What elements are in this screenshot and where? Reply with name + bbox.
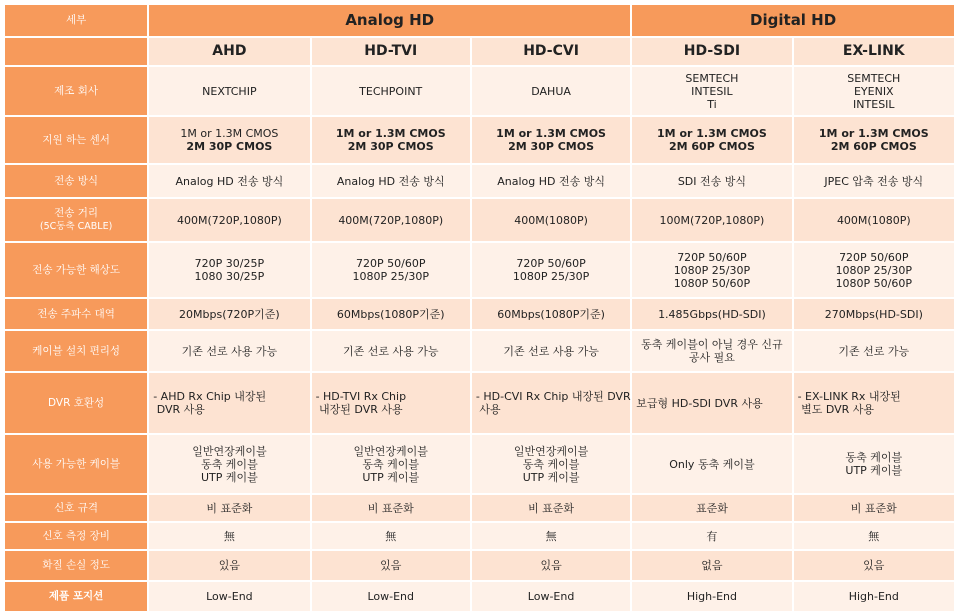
cell-text: 100M(720P,1080P) [659,213,765,227]
cell-text: Analog HD 전송 방식 [175,174,284,188]
cell-ex-link [794,435,954,493]
cell-hd-tvi [312,331,470,371]
group-analog-hd: Analog HD [149,5,630,36]
cell-text: 있음 [540,559,562,572]
comparison-table [3,3,956,613]
cell-text: INTESIL [691,84,733,98]
table-row [5,117,954,163]
cell-hd-cvi [472,331,630,371]
cell-text: UTP 케이블 [362,470,420,484]
cell-hd-tvi [312,67,470,115]
column-header-hd-sdi: HD-SDI [632,38,791,65]
cell-text: 720P 30/25P [194,257,265,270]
cell-ex-link [794,199,954,241]
cell-text: 720P 50/60P [839,250,909,264]
cell-text: 사용 [475,403,501,416]
row-label-text: 전송 주파수 대역 [37,307,115,320]
cell-hd-cvi [472,523,630,549]
table-row [5,435,954,493]
cell-hd-tvi [312,435,470,493]
cell-text: 270Mbps(HD-SDI) [824,307,923,321]
cell-hd-cvi [472,299,630,329]
cell-text: Low-End [527,590,575,603]
cell-text: 400M(720P,1080P) [176,213,282,227]
table-row [5,165,954,197]
row-label-text: 화질 손실 정도 [42,559,110,571]
cell-text: 일반연장케이블 [192,444,267,458]
cell-text: 일반연장케이블 [513,444,589,458]
cell-hd-sdi [632,165,791,197]
row-label-subtext: (5C동축 CABLE) [39,221,113,232]
cell-text: 동축 케이블 [845,451,903,464]
cell-hd-cvi [472,435,630,493]
cell-text: 동축 케이블 [522,457,580,471]
cell-text: 동축 케이블이 아닐 경우 신규 [641,338,783,351]
cell-hd-tvi [312,165,470,197]
cell-hd-sdi [632,199,791,241]
cell-text: UTP 케이블 [845,464,903,477]
row-label-text: 전송 거리 [54,207,99,219]
cell-text: 기존 선로 사용 가능 [181,344,278,358]
cell-text: 無 [385,529,397,543]
row-label [5,243,147,297]
cell-ahd [149,165,309,197]
row-label [5,299,147,329]
cell-text: 내장된 DVR 사용 [315,403,403,416]
cell-text: 표준화 [695,501,728,515]
cell-text: 1M or 1.3M CMOS [496,127,606,140]
cell-hd-tvi [312,373,470,433]
table-row [5,331,954,371]
cell-text: SDI 전송 방식 [677,174,747,188]
cell-text: 기존 선로 가능 [838,344,910,358]
cell-text: 無 [545,529,557,543]
cell-text: 있음 [218,559,241,572]
table-row [5,582,954,611]
cell-text: 1.485Gbps(HD-SDI) [658,307,766,321]
row-label-text: 전송 가능한 해상도 [32,263,121,276]
cell-text: SEMTECH [847,71,901,85]
cell-hd-sdi [632,551,791,580]
cell-text: 720P 50/60P [677,250,747,264]
cell-ex-link [794,523,954,549]
column-header-ahd: AHD [149,38,309,65]
row-label [5,373,147,433]
cell-hd-sdi [632,495,791,521]
table-row [5,199,954,241]
table-row [5,373,954,433]
comparison-table-wrapper [3,3,956,613]
row-label [5,331,147,371]
cell-text: 2M 30P CMOS [186,140,273,153]
cell-text: UTP 케이블 [522,470,580,484]
cell-text: - HD-TVI Rx Chip [315,390,407,403]
row-label [5,67,147,115]
cell-ex-link [794,117,954,163]
cell-text: 2M 30P CMOS [347,140,434,153]
cell-hd-cvi [472,165,630,197]
cell-text: 60Mbps(1080P기준) [336,307,445,321]
cell-text: - EX-LINK Rx 내장된 [797,390,901,403]
cell-text: 별도 DVR 사용 [797,403,875,416]
corner-label: 세부 [5,5,147,36]
cell-hd-cvi [472,117,630,163]
cell-text: 2M 60P CMOS [830,140,917,153]
cell-text: 1080P 50/60P [673,276,751,290]
cell-text: 없음 [701,559,723,572]
row-label-text: 제조 회사 [54,84,99,97]
cell-hd-tvi [312,299,470,329]
cell-hd-cvi [472,582,630,611]
cell-text: 60Mbps(1080P기준) [497,307,605,321]
cell-hd-cvi [472,199,630,241]
cell-text: 1080P 25/30P [352,270,429,283]
cell-text: 기존 선로 사용 가능 [503,344,599,358]
cell-text: 보급형 HD-SDI DVR 사용 [636,396,763,410]
cell-ahd [149,299,309,329]
column-header-blank [5,38,147,65]
group-header-row [5,5,954,36]
table-row [5,551,954,580]
table-row [5,299,954,329]
table-row [5,243,954,297]
cell-ahd [149,373,309,433]
cell-ahd [149,199,309,241]
cell-text: 1M or 1.3M CMOS [180,127,279,140]
cell-hd-sdi [632,299,791,329]
cell-text: 일반연장케이블 [353,444,428,458]
cell-hd-tvi [312,523,470,549]
table-row [5,523,954,549]
cell-text: 동축 케이블 [362,457,420,471]
cell-text: 1080P 50/60P [835,276,913,290]
cell-text: Analog HD 전송 방식 [497,174,605,188]
cell-ex-link [794,582,954,611]
cell-ex-link [794,243,954,297]
cell-text: - HD-CVI Rx Chip 내장된 DVR [475,390,631,403]
cell-hd-sdi [632,67,791,115]
cell-ex-link [794,373,954,433]
cell-ahd [149,582,309,611]
row-label-text: 제품 포지션 [48,590,104,602]
cell-hd-sdi [632,331,791,371]
column-header-row [5,38,954,65]
cell-hd-tvi [312,495,470,521]
cell-text: DVR 사용 [153,403,205,416]
cell-text: UTP 케이블 [200,470,258,484]
group-digital-hd: Digital HD [632,5,954,36]
cell-hd-tvi [312,199,470,241]
cell-text: 기존 선로 사용 가능 [342,344,439,358]
row-label [5,551,147,580]
cell-text: - AHD Rx Chip 내장된 [153,390,267,403]
cell-hd-sdi [632,243,791,297]
cell-text: Analog HD 전송 방식 [336,174,445,188]
cell-text: 비 표준화 [367,501,414,515]
row-label [5,495,147,521]
row-label-text: DVR 호환성 [48,396,105,409]
cell-hd-sdi [632,373,791,433]
cell-text: INTESIL [853,97,895,111]
row-label-text: 신호 규격 [54,501,99,514]
cell-text: Low-End [206,590,253,603]
cell-text: 있음 [380,559,402,572]
cell-hd-cvi [472,243,630,297]
cell-text: 400M(1080P) [514,213,588,227]
cell-hd-cvi [472,551,630,580]
row-label [5,582,147,611]
cell-text: JPEC 압축 전송 방식 [824,174,924,188]
cell-text: 有 [706,529,718,543]
cell-ex-link [794,551,954,580]
cell-text: 720P 50/60P [356,257,426,270]
cell-text: 비 표준화 [206,501,253,515]
cell-hd-sdi [632,523,791,549]
cell-hd-tvi [312,582,470,611]
cell-hd-cvi [472,373,630,433]
cell-text: 1080P 25/30P [835,263,913,277]
cell-ahd [149,523,309,549]
cell-ex-link [794,331,954,371]
cell-text: 2M 30P CMOS [508,140,595,153]
column-header-hd-cvi: HD-CVI [472,38,630,65]
cell-text: 비 표준화 [528,501,575,515]
cell-text: 無 [868,529,880,543]
row-label-text: 전송 방식 [54,174,99,187]
cell-ahd [149,331,309,371]
cell-text: 1080 30/25P [194,270,265,283]
cell-hd-sdi [632,582,791,611]
cell-ahd [149,117,309,163]
cell-text: 1M or 1.3M CMOS [657,127,767,140]
cell-text: 비 표준화 [850,501,897,515]
cell-text: 1M or 1.3M CMOS [818,127,929,140]
row-label-text: 케이블 설치 편리성 [32,344,121,357]
column-header-hd-tvi: HD-TVI [312,38,470,65]
cell-text: 1080P 25/30P [673,263,751,277]
cell-text: 400M(1080P) [836,213,911,227]
cell-text: 있음 [863,559,885,572]
cell-text: 공사 필요 [688,351,735,364]
cell-hd-sdi [632,117,791,163]
cell-hd-cvi [472,495,630,521]
cell-text: 720P 50/60P [516,257,586,270]
cell-ahd [149,551,309,580]
cell-text: 1M or 1.3M CMOS [335,127,446,140]
row-label-text: 지원 하는 센서 [42,133,110,146]
row-label [5,165,147,197]
cell-hd-tvi [312,551,470,580]
cell-text: Low-End [367,590,414,603]
row-label [5,523,147,549]
cell-ahd [149,435,309,493]
table-row [5,67,954,115]
row-label [5,435,147,493]
cell-text: NEXTCHIP [202,84,257,98]
cell-ex-link [794,495,954,521]
cell-text: SEMTECH [685,71,739,85]
cell-ex-link [794,299,954,329]
row-label-text: 신호 측정 장비 [42,529,110,542]
table-row [5,495,954,521]
cell-text: 1080P 25/30P [512,270,590,283]
cell-text: Ti [707,97,717,111]
cell-hd-tvi [312,243,470,297]
cell-text: DAHUA [531,84,571,98]
cell-ahd [149,67,309,115]
row-label [5,199,147,241]
cell-text: High-End [686,590,737,603]
cell-text: 400M(720P,1080P) [338,213,444,227]
cell-hd-tvi [312,117,470,163]
cell-ahd [149,243,309,297]
cell-text: Only 동축 케이블 [669,457,755,471]
cell-text: 2M 60P CMOS [668,140,755,153]
cell-hd-sdi [632,435,791,493]
cell-text: EYENIX [853,84,894,98]
cell-text: 無 [223,529,235,543]
cell-ex-link [794,165,954,197]
row-label [5,117,147,163]
column-header-ex-link: EX-LINK [794,38,954,65]
cell-text: 동축 케이블 [201,457,258,471]
cell-text: 20Mbps(720P기준) [179,307,280,321]
row-label-text: 사용 가능한 케이블 [32,457,121,470]
cell-ahd [149,495,309,521]
cell-text: High-End [848,590,899,603]
cell-text: TECHPOINT [359,84,423,98]
cell-hd-cvi [472,67,630,115]
cell-ex-link [794,67,954,115]
